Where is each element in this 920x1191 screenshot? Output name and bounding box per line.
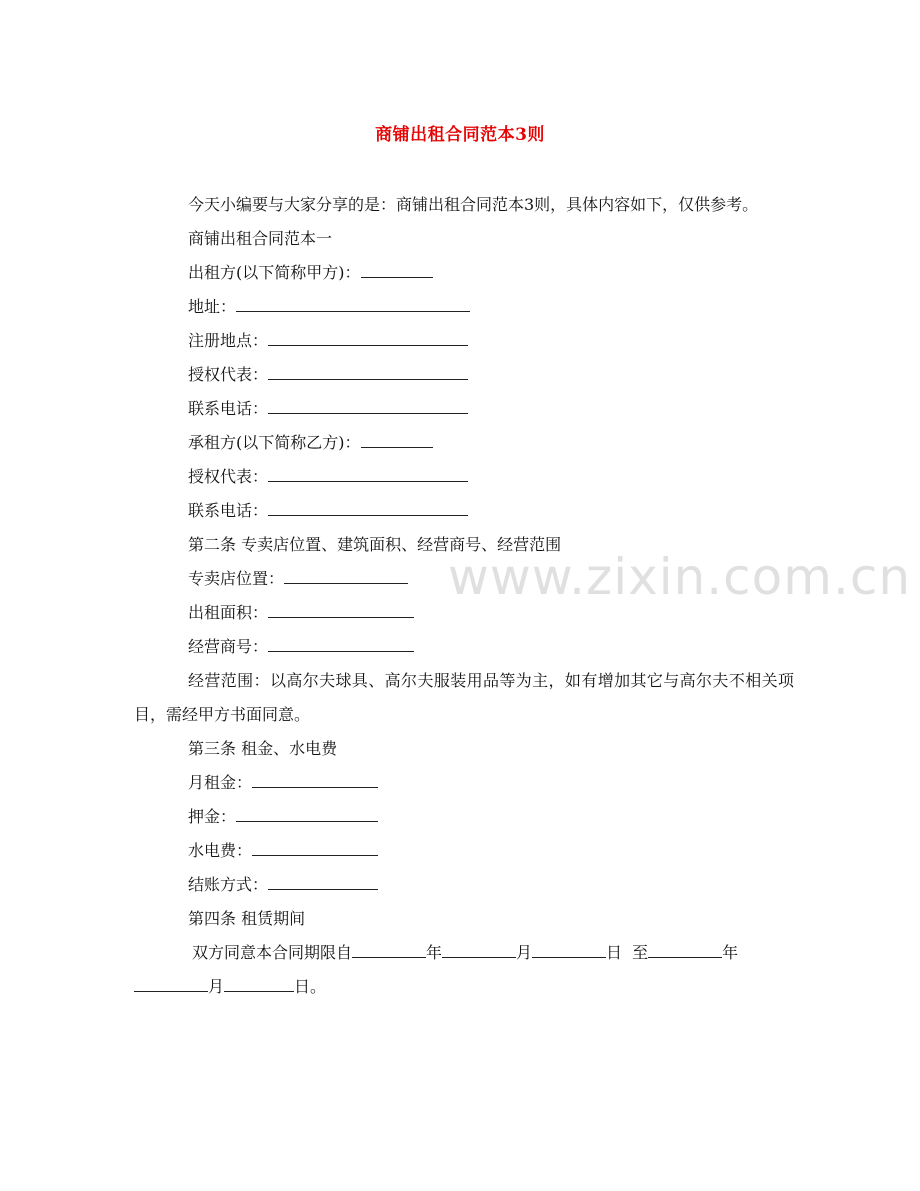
monthly-rent-blank [252, 772, 378, 788]
rental-area-label: 出租面积： [188, 603, 269, 622]
article-three-heading: 第三条 租金、水电费 [188, 739, 338, 758]
to-label: 至 [632, 943, 649, 962]
address-line [134, 290, 794, 324]
authorized-rep-blank [268, 364, 468, 380]
registered-place-line [134, 324, 794, 358]
monthly-rent-label: 月租金： [188, 773, 253, 792]
business-name-label: 经营商号： [188, 637, 269, 656]
watermark: www.zixin.com.cn [448, 548, 912, 606]
monthly-rent-line [134, 766, 794, 800]
end-month-blank [134, 976, 208, 992]
intro-paragraph: 今天小编要与大家分享的是：商铺出租合同范本3则，具体内容如下，仅供参考。 [188, 195, 759, 214]
rental-area-blank [268, 602, 414, 618]
rental-area-line [134, 596, 794, 630]
business-name-line [134, 630, 794, 664]
lessee-contact-phone-line [134, 494, 794, 528]
registered-place-blank [268, 330, 468, 346]
payment-method-blank [268, 874, 378, 890]
utilities-blank [252, 840, 378, 856]
term-line [134, 936, 794, 970]
start-year-label: 年 [426, 943, 443, 962]
authorized-rep-label: 授权代表： [188, 365, 269, 384]
lessor-blank [361, 262, 433, 278]
document-body [134, 188, 794, 1004]
payment-method-line [134, 868, 794, 902]
article-two-heading: 第二条 专卖店位置、建筑面积、经营商号、经营范围 [188, 535, 562, 554]
business-name-blank [268, 636, 414, 652]
utilities-label: 水电费： [188, 841, 253, 860]
lessor-line [134, 256, 794, 290]
lessee-contact-phone-blank [268, 500, 468, 516]
payment-method-label: 结账方式： [188, 875, 269, 894]
article-four-heading: 第四条 租赁期间 [188, 909, 306, 928]
contact-phone-label: 联系电话： [188, 399, 269, 418]
lessee-line [134, 426, 794, 460]
end-year-blank [648, 942, 722, 958]
start-year-blank [352, 942, 426, 958]
start-day-label: 日 [606, 943, 623, 962]
lessee-label: 承租方(以下简称乙方)： [188, 433, 361, 452]
lessee-authorized-rep-line [134, 460, 794, 494]
registered-place-label: 注册地点： [188, 331, 269, 350]
contact-phone-line [134, 392, 794, 426]
store-location-blank [284, 568, 408, 584]
lessee-authorized-rep-blank [268, 466, 468, 482]
deposit-label: 押金： [188, 807, 237, 826]
start-day-blank [532, 942, 606, 958]
section-one-heading: 商铺出租合同范本一 [188, 229, 333, 248]
deposit-blank [236, 806, 378, 822]
address-label: 地址： [188, 297, 237, 316]
lessee-authorized-rep-label: 授权代表： [188, 467, 269, 486]
term-line-continued [134, 970, 794, 1004]
end-month-label: 月 [208, 977, 225, 996]
utilities-line [134, 834, 794, 868]
lessee-blank [361, 432, 433, 448]
contact-phone-blank [268, 398, 468, 414]
start-month-blank [442, 942, 516, 958]
business-scope-paragraph: 经营范围：以高尔夫球具、高尔夫服装用品等为主，如有增加其它与高尔夫不相关项目，需经甲方书面同意。 [134, 671, 794, 724]
lessor-label: 出租方(以下简称甲方)： [188, 263, 361, 282]
store-location-label: 专卖店位置： [188, 569, 285, 588]
term-end-suffix: 日。 [294, 977, 327, 996]
lessee-contact-phone-label: 联系电话： [188, 501, 269, 520]
authorized-rep-line [134, 358, 794, 392]
end-year-label: 年 [722, 943, 739, 962]
start-month-label: 月 [516, 943, 533, 962]
address-blank [236, 296, 470, 312]
store-location-line [134, 562, 794, 596]
deposit-line [134, 800, 794, 834]
document-title: 商铺出租合同范本3则 [375, 125, 545, 145]
end-day-blank [224, 976, 294, 992]
term-prefix: 双方同意本合同期限自 [192, 943, 353, 962]
